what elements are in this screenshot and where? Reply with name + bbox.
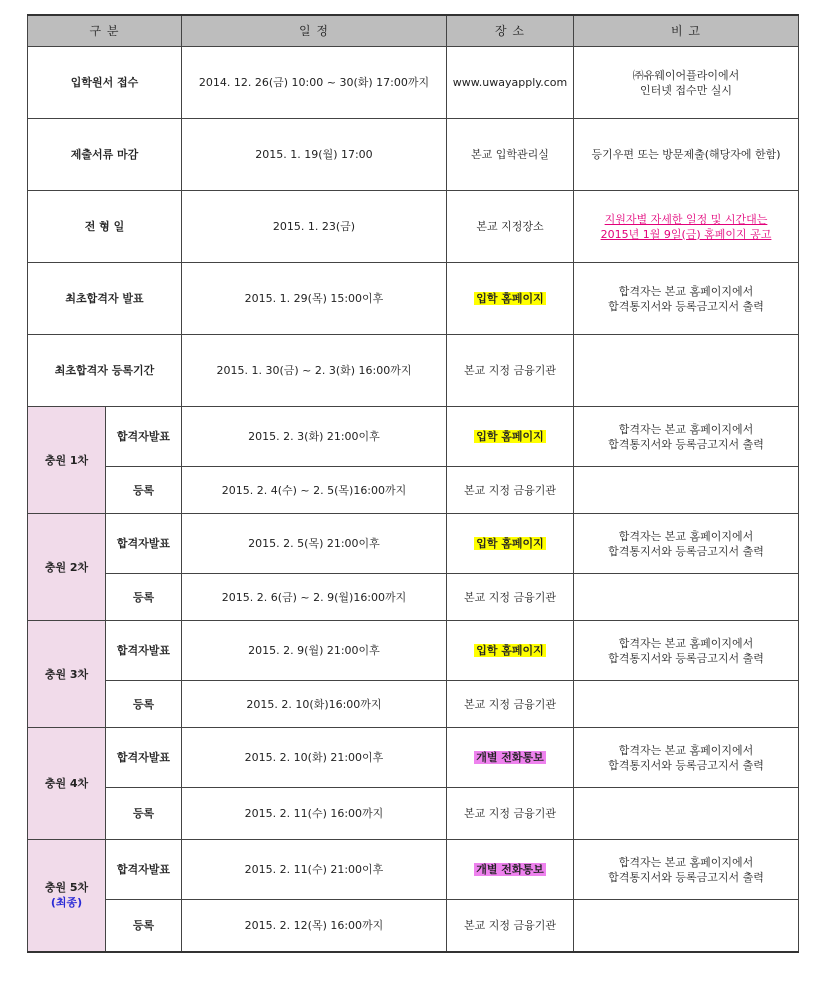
row-schedule: 2015. 1. 29(목) 15:00이후 (182, 263, 447, 335)
group-label: 충원 3차 (28, 621, 106, 728)
announce-place (447, 621, 574, 681)
group-label (28, 840, 106, 952)
row-category: 입학원서 접수 (28, 47, 182, 119)
row-category: 최초합격자 등록기간 (28, 335, 182, 407)
table-row (28, 621, 799, 681)
note-line: 등기우편 또는 방문제출(해당자에 한함) (591, 148, 781, 161)
table-row (28, 335, 799, 407)
row-note (574, 47, 799, 119)
row-place: 본교 지정장소 (447, 191, 574, 263)
table-row (28, 514, 799, 574)
table-row (28, 840, 799, 900)
schedule-table (27, 14, 799, 953)
note-line: 합격통지서와 등록금고지서 출력 (608, 299, 764, 313)
register-place: 본교 지정 금융기관 (447, 574, 574, 621)
note-line: 합격통지서와 등록금고지서 출력 (608, 870, 764, 884)
announce-note (574, 728, 799, 788)
announce-label: 합격자발표 (106, 514, 182, 574)
table-row (28, 119, 799, 191)
register-schedule: 2015. 2. 11(수) 16:00까지 (182, 788, 447, 840)
highlight-badge: 입학 홈페이지 (476, 644, 544, 657)
row-schedule: 2015. 1. 30(금) ~ 2. 3(화) 16:00까지 (182, 335, 447, 407)
announce-place (447, 840, 574, 900)
table-row (28, 47, 799, 119)
table-row (28, 467, 799, 514)
header-schedule: 일 정 (182, 15, 447, 47)
table-row (28, 263, 799, 335)
table-row (28, 788, 799, 840)
register-note (574, 574, 799, 621)
note-line: 인터넷 접수만 실시 (639, 83, 732, 97)
announce-schedule: 2015. 2. 11(수) 21:00이후 (182, 840, 447, 900)
row-place (447, 263, 574, 335)
register-label: 등록 (106, 467, 182, 514)
row-schedule: 2015. 1. 19(월) 17:00 (182, 119, 447, 191)
announce-label: 합격자발표 (106, 728, 182, 788)
register-place: 본교 지정 금융기관 (447, 467, 574, 514)
table-row (28, 191, 799, 263)
announcement-link-line[interactable]: 2015년 1월 9일(금) 홈페이지 공고 (600, 227, 772, 241)
group-label: 충원 1차 (28, 407, 106, 514)
register-schedule: 2015. 2. 6(금) ~ 2. 9(월)16:00까지 (182, 574, 447, 621)
register-place: 본교 지정 금융기관 (447, 788, 574, 840)
row-note (574, 335, 799, 407)
announce-place (447, 514, 574, 574)
row-note (574, 191, 799, 263)
note-line: 합격자는 본교 홈페이지에서 (618, 636, 754, 650)
announce-label: 합격자발표 (106, 840, 182, 900)
register-note (574, 681, 799, 728)
register-note (574, 788, 799, 840)
table-row (28, 681, 799, 728)
group-label: 충원 2차 (28, 514, 106, 621)
highlight-badge: 입학 홈페이지 (476, 292, 544, 305)
announce-schedule: 2015. 2. 3(화) 21:00이후 (182, 407, 447, 467)
announce-label: 합격자발표 (106, 407, 182, 467)
note-line: 합격자는 본교 홈페이지에서 (618, 529, 754, 543)
announcement-link-line[interactable]: 지원자별 자세한 일정 및 시간대는 (604, 212, 768, 226)
final-marker: (최종) (50, 896, 83, 910)
register-note (574, 467, 799, 514)
announce-note (574, 514, 799, 574)
register-label: 등록 (106, 574, 182, 621)
register-schedule: 2015. 2. 12(목) 16:00까지 (182, 900, 447, 952)
row-note (574, 119, 799, 191)
note-line: 합격통지서와 등록금고지서 출력 (608, 651, 764, 665)
highlight-badge: 입학 홈페이지 (476, 537, 544, 550)
table-row (28, 407, 799, 467)
row-schedule: 2014. 12. 26(금) 10:00 ~ 30(화) 17:00까지 (182, 47, 447, 119)
announce-label: 합격자발표 (106, 621, 182, 681)
row-place: www.uwayapply.com (447, 47, 574, 119)
announce-note (574, 840, 799, 900)
highlight-badge: 입학 홈페이지 (476, 430, 544, 443)
row-place: 본교 지정 금융기관 (447, 335, 574, 407)
highlight-badge: 개별 전화통보 (476, 751, 544, 764)
register-schedule: 2015. 2. 10(화)16:00까지 (182, 681, 447, 728)
row-category: 제출서류 마감 (28, 119, 182, 191)
note-line: 합격자는 본교 홈페이지에서 (618, 743, 754, 757)
row-category: 전 형 일 (28, 191, 182, 263)
note-line: 합격통지서와 등록금고지서 출력 (608, 437, 764, 451)
table-row (28, 900, 799, 952)
announce-place (447, 728, 574, 788)
register-label: 등록 (106, 788, 182, 840)
note-line: 합격통지서와 등록금고지서 출력 (608, 544, 764, 558)
header-category: 구 분 (28, 15, 182, 47)
register-note (574, 900, 799, 952)
note-line: 합격자는 본교 홈페이지에서 (618, 284, 754, 298)
table-row (28, 574, 799, 621)
group-label: 충원 4차 (28, 728, 106, 840)
row-category: 최초합격자 발표 (28, 263, 182, 335)
announce-schedule: 2015. 2. 9(월) 21:00이후 (182, 621, 447, 681)
group-label-text: 충원 5차 (44, 881, 89, 895)
row-place: 본교 입학관리실 (447, 119, 574, 191)
header-place: 장 소 (447, 15, 574, 47)
row-schedule: 2015. 1. 23(금) (182, 191, 447, 263)
announce-schedule: 2015. 2. 10(화) 21:00이후 (182, 728, 447, 788)
highlight-badge: 개별 전화통보 (476, 863, 544, 876)
note-line: 합격자는 본교 홈페이지에서 (618, 422, 754, 436)
note-line: ㈜유웨이어플라이에서 (632, 68, 740, 82)
announce-note (574, 407, 799, 467)
table-header-row (28, 15, 799, 47)
register-label: 등록 (106, 900, 182, 952)
announce-note (574, 621, 799, 681)
register-place: 본교 지정 금융기관 (447, 900, 574, 952)
header-note: 비 고 (574, 15, 799, 47)
note-line: 합격자는 본교 홈페이지에서 (618, 855, 754, 869)
announce-schedule: 2015. 2. 5(목) 21:00이후 (182, 514, 447, 574)
schedule-document (27, 14, 798, 953)
register-place: 본교 지정 금융기관 (447, 681, 574, 728)
row-note (574, 263, 799, 335)
register-label: 등록 (106, 681, 182, 728)
note-line: 합격통지서와 등록금고지서 출력 (608, 758, 764, 772)
table-row (28, 728, 799, 788)
announce-place (447, 407, 574, 467)
register-schedule: 2015. 2. 4(수) ~ 2. 5(목)16:00까지 (182, 467, 447, 514)
